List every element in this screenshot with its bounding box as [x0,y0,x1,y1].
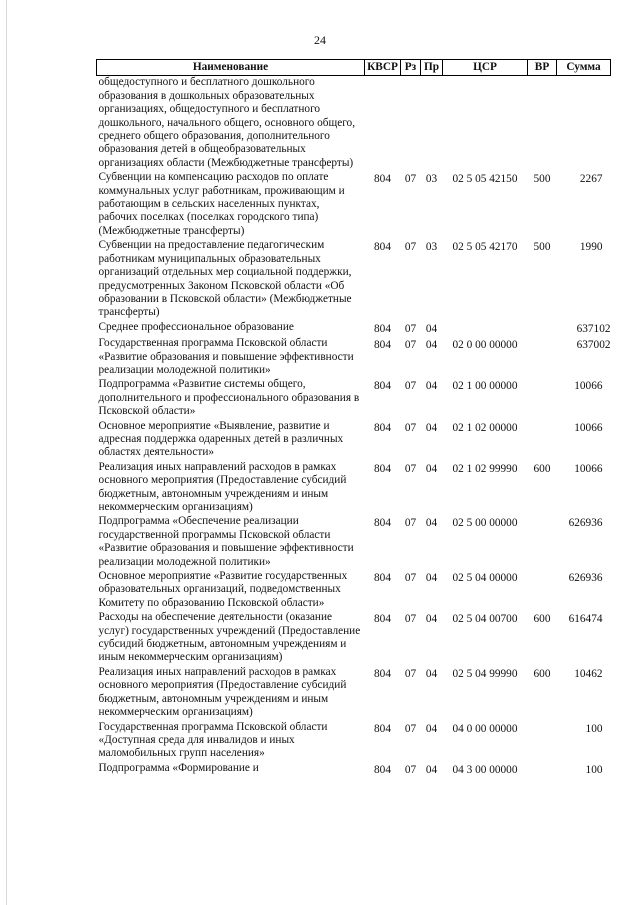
cell-pr: 04 [425,462,438,475]
cell-sum: 637002 [576,339,611,352]
cell-csr: 02 5 04 00700 [452,613,518,626]
cell-pr: 03 [425,173,438,186]
table-row [97,721,611,762]
table-row [97,570,611,611]
cell-csr [443,321,528,337]
cell-kvsr: 804 [374,421,391,434]
cell-name: Основное мероприятие «Выявление, развитие и адресная поддержка одаренных детей в различных областях деятельности» [98,419,344,459]
table-row [97,321,611,337]
cell-sum: 626936 [568,572,603,585]
table-row [97,515,611,570]
cell-rz: 07 [404,667,417,680]
cell-vr: 600 [533,462,551,475]
scan-edge-line [6,0,7,905]
cell-kvsr: 804 [374,667,391,680]
header-vr: ВР [528,60,557,76]
cell-name: Субвенции на компенсацию расходов по оплате коммунальных услуг работникам, проживающим и работающим в сельских населенных пунктах, рабочих поселках (поселках городского типа) (Межбюджетные трансферты) [98,171,345,237]
cell-sum: 616474 [568,613,603,626]
cell-vr [528,378,557,419]
table-header [97,60,611,76]
cell-pr [421,76,443,171]
table-row [97,378,611,419]
cell-csr: 02 5 05 42150 [452,173,518,186]
cell-csr: 04 0 00 00000 [452,722,518,735]
cell-sum: 637102 [576,322,611,335]
cell-vr [528,337,557,378]
header-pr: Пр [421,60,443,76]
cell-kvsr: 804 [374,339,391,352]
cell-rz: 07 [404,241,417,254]
header-sum: Сумма [557,60,611,76]
cell-rz: 07 [404,613,417,626]
cell-pr: 04 [425,722,438,735]
cell-rz: 07 [404,722,417,735]
cell-vr: 500 [533,241,551,254]
cell-vr: 500 [533,173,551,186]
table-row [97,239,611,320]
table-row [97,762,611,778]
cell-rz: 07 [404,339,417,352]
cell-sum: 10066 [574,380,603,393]
cell-sum: 1990 [579,241,603,254]
cell-kvsr: 804 [374,763,391,776]
cell-rz: 07 [404,380,417,393]
cell-name: Подпрограмма «Обеспечение реализации государственной программы Псковской области «Развитие образования и повышение эффективности реализации молодежной политики» [98,515,354,568]
cell-kvsr [365,76,401,171]
cell-name: Основное мероприятие «Развитие государственных образовательных организаций, подведомственных Комитету по образованию Псковской области» [98,570,348,609]
cell-sum: 10462 [574,667,603,680]
cell-name: Реализация иных направлений расходов в рамках основного мероприятия (Предоставление субсидий бюджетным, автономным учреждениям и иным некоммерческим организациям) [98,460,347,513]
cell-vr [528,721,557,762]
cell-csr: 02 5 04 99990 [452,667,518,680]
header-rz: Рз [401,60,421,76]
cell-csr [443,76,528,171]
table-row [97,461,611,516]
cell-sum: 10066 [574,462,603,475]
table-row [97,420,611,461]
cell-name: Субвенции на предоставление педагогическим работникам муниципальных образовательных организаций отдельных мер социальной поддержки, предусмотренных Законом Псковской области «Об образовании в Псковской области» (Межбюджетные трансферты) [98,239,352,319]
cell-name: Государственная программа Псковской области «Развитие образования и повышение эффективности реализации молодежной политики» [98,337,354,376]
cell-sum: 10066 [574,421,603,434]
cell-pr: 04 [425,421,438,434]
cell-vr: 600 [533,613,551,626]
cell-rz: 07 [404,572,417,585]
cell-pr: 04 [425,339,438,352]
cell-csr: 02 1 02 00000 [452,421,518,434]
cell-kvsr: 804 [374,722,391,735]
cell-name: общедоступного и бесплатного дошкольного образования в дошкольных образовательных организациях, общедоступного и бесплатного дошкольного, начального общего, основного общего, среднего общего образования, дополнительного образования детей в общеобразовательных организациях области (Межбюджетные трансферты) [98,76,356,169]
cell-vr [528,515,557,570]
page-number: 24 [314,33,326,47]
cell-pr: 04 [425,667,438,680]
cell-name: Среднее профессиональное образование [98,320,294,333]
cell-name: Расходы на обеспечение деятельности (оказание услуг) государственных учреждений (Предоставление субсидий бюджетным, автономным учреждениям и иным некоммерческим организациям) [98,611,361,664]
cell-kvsr: 804 [374,241,391,254]
cell-csr: 02 5 04 00000 [452,572,518,585]
cell-kvsr: 804 [374,517,391,530]
header-csr: ЦСР [443,60,528,76]
cell-kvsr: 804 [374,173,391,186]
table-body [97,76,611,778]
cell-csr: 02 0 00 00000 [452,339,518,352]
cell-vr: 600 [533,667,551,680]
cell-vr [528,76,557,171]
cell-vr [528,570,557,611]
cell-pr: 04 [425,572,438,585]
cell-rz: 07 [404,763,417,776]
header-kvsr: КВСР [365,60,401,76]
table-row [97,337,611,378]
table-row [97,171,611,239]
cell-vr [528,762,557,778]
cell-rz: 07 [404,462,417,475]
cell-kvsr: 804 [374,462,391,475]
cell-name: Реализация иных направлений расходов в рамках основного мероприятия (Предоставление субсидий бюджетным, автономным учреждениям и иным некоммерческим организациям) [98,665,347,719]
cell-sum: 100 [585,722,603,735]
cell-kvsr: 804 [374,572,391,585]
cell-csr: 04 3 00 00000 [452,763,518,776]
cell-sum: 100 [585,763,603,776]
cell-vr [528,321,557,337]
header-name: Наименование [97,60,365,76]
cell-csr: 02 1 00 00000 [452,380,518,393]
cell-kvsr: 804 [374,322,391,335]
table-row [97,666,611,721]
cell-pr: 04 [425,763,438,776]
budget-table [96,59,611,778]
cell-pr: 04 [425,517,438,530]
cell-rz: 07 [404,322,417,335]
cell-vr [528,420,557,461]
cell-csr: 02 5 05 42170 [452,241,518,254]
cell-rz: 07 [404,421,417,434]
cell-sum: 2267 [579,173,603,186]
cell-name: Подпрограмма «Формирование и [98,761,259,774]
cell-csr: 02 1 02 99990 [452,462,518,475]
cell-pr: 04 [425,322,438,335]
cell-kvsr: 804 [374,613,391,626]
cell-kvsr: 804 [374,380,391,393]
cell-csr: 02 5 00 00000 [452,517,518,530]
cell-name: Подпрограмма «Развитие системы общего, дополнительного и профессионального образования в Псковской области» [98,378,360,418]
cell-rz: 07 [404,173,417,186]
cell-sum [557,76,611,171]
cell-pr: 04 [425,613,438,626]
cell-name: Государственная программа Псковской области «Доступная среда для инвалидов и иных маломобильных групп населения» [98,720,328,760]
cell-pr: 04 [425,380,438,393]
cell-pr: 03 [425,241,438,254]
table-row [97,76,611,171]
cell-rz: 07 [404,517,417,530]
cell-sum: 626936 [568,517,603,530]
table-row [97,611,611,666]
cell-rz [401,76,421,171]
